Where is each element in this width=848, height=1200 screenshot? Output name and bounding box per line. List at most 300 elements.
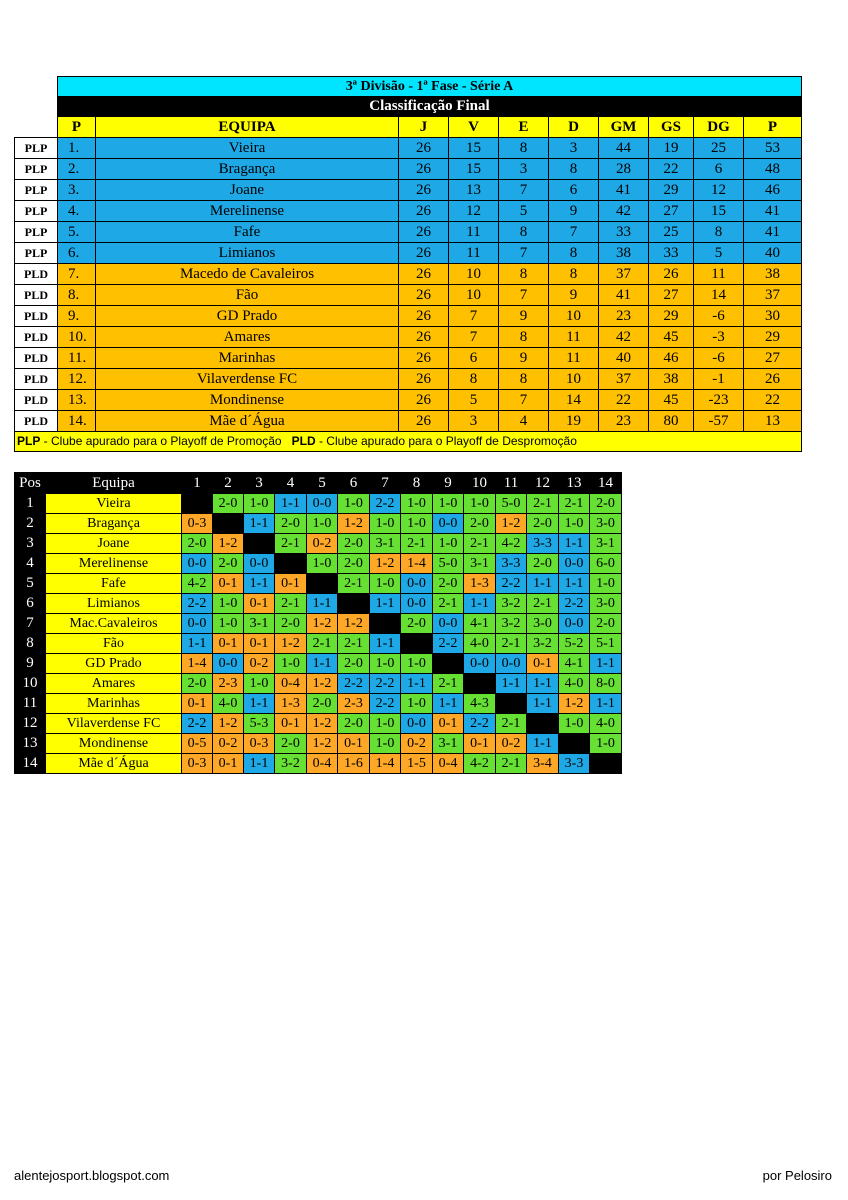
match-result: 3-0 <box>590 594 622 614</box>
standings-cell-gm: 22 <box>599 390 649 411</box>
standings-cell-d: 14 <box>549 390 599 411</box>
match-result: 1-2 <box>338 514 370 534</box>
standings-cell-j: 26 <box>399 159 449 180</box>
match-result: 0-0 <box>182 614 213 634</box>
match-result: 0-0 <box>401 594 433 614</box>
group-code: PLD <box>15 390 58 411</box>
matrix-row <box>15 694 622 714</box>
standings-cell-gm: 23 <box>599 411 649 432</box>
matrix-column-header: 14 <box>590 473 622 494</box>
match-result: 0-1 <box>213 754 244 774</box>
match-result: 2-2 <box>464 714 496 734</box>
match-result: 1-1 <box>182 634 213 654</box>
matrix-column-header: 3 <box>244 473 275 494</box>
standings-cell-d: 9 <box>549 285 599 306</box>
standings-cell-dg: 15 <box>694 201 744 222</box>
match-result: 2-1 <box>496 754 527 774</box>
standings-cell-gs: 45 <box>649 390 694 411</box>
matrix-row <box>15 634 622 654</box>
match-result: 3-3 <box>496 554 527 574</box>
standings-row <box>15 201 802 222</box>
match-result: 0-0 <box>307 494 338 514</box>
matrix-team: Vieira <box>46 494 182 514</box>
matrix-team: Marinhas <box>46 694 182 714</box>
match-result: 0-0 <box>213 654 244 674</box>
standings-cell-dg: -6 <box>694 348 744 369</box>
matrix-column-header: 11 <box>496 473 527 494</box>
match-result: 2-0 <box>307 694 338 714</box>
match-result: 8-0 <box>590 674 622 694</box>
match-result: 0-3 <box>244 734 275 754</box>
matrix-diagonal <box>559 734 590 754</box>
match-result: 2-0 <box>338 654 370 674</box>
matrix-diagonal <box>275 554 307 574</box>
match-result: 0-0 <box>433 614 464 634</box>
match-result: 4-0 <box>464 634 496 654</box>
matrix-team: Amares <box>46 674 182 694</box>
standings-cell-dg: -6 <box>694 306 744 327</box>
matrix-column-header: 4 <box>275 473 307 494</box>
match-result: 0-1 <box>244 594 275 614</box>
matrix-team: Mãe d´Água <box>46 754 182 774</box>
match-result: 2-0 <box>433 574 464 594</box>
matrix-team: Joane <box>46 534 182 554</box>
matrix-team: Merelinense <box>46 554 182 574</box>
standings-cell-d: 19 <box>549 411 599 432</box>
standings-cell-pos: 2. <box>58 159 96 180</box>
match-result: 1-0 <box>559 714 590 734</box>
standings-cell-gm: 42 <box>599 327 649 348</box>
match-result: 0-1 <box>275 714 307 734</box>
match-result: 0-0 <box>433 514 464 534</box>
standings-cell-e: 5 <box>499 201 549 222</box>
match-result: 5-3 <box>244 714 275 734</box>
matrix-diagonal <box>527 714 559 734</box>
standings-header-cell: GS <box>649 117 694 138</box>
group-code: PLD <box>15 369 58 390</box>
standings-cell-gm: 28 <box>599 159 649 180</box>
match-result: 1-1 <box>370 634 401 654</box>
standings-cell-gs: 45 <box>649 327 694 348</box>
match-result: 3-1 <box>370 534 401 554</box>
standings-cell-v: 8 <box>449 369 499 390</box>
standings-cell-team: GD Prado <box>96 306 399 327</box>
standings-cell-d: 10 <box>549 369 599 390</box>
matrix-diagonal <box>496 694 527 714</box>
standings-cell-team: Mondinense <box>96 390 399 411</box>
matrix-team: Limianos <box>46 594 182 614</box>
match-result: 0-2 <box>496 734 527 754</box>
match-result: 2-0 <box>275 614 307 634</box>
group-code: PLP <box>15 222 58 243</box>
match-result: 2-0 <box>527 514 559 534</box>
matrix-pos: 2 <box>15 514 46 534</box>
match-result: 2-1 <box>496 634 527 654</box>
standings-header-cell: DG <box>694 117 744 138</box>
standings-cell-e: 8 <box>499 264 549 285</box>
standings-cell-gm: 41 <box>599 180 649 201</box>
matrix-row <box>15 554 622 574</box>
match-result: 2-2 <box>370 694 401 714</box>
match-result: 1-1 <box>307 594 338 614</box>
standings-cell-d: 8 <box>549 159 599 180</box>
standings-cell-pos: 13. <box>58 390 96 411</box>
standings-cell-v: 13 <box>449 180 499 201</box>
matrix-row <box>15 594 622 614</box>
matrix-team: Bragança <box>46 514 182 534</box>
standings-cell-team: Joane <box>96 180 399 201</box>
group-code: PLP <box>15 201 58 222</box>
results-matrix <box>14 472 622 774</box>
standings-cell-d: 7 <box>549 222 599 243</box>
standings-table <box>14 76 802 452</box>
match-result: 3-2 <box>496 614 527 634</box>
match-result: 1-0 <box>244 674 275 694</box>
match-result: 1-4 <box>401 554 433 574</box>
standings-cell-pos: 12. <box>58 369 96 390</box>
standings-cell-d: 11 <box>549 327 599 348</box>
standings-cell-gs: 46 <box>649 348 694 369</box>
standings-cell-e: 7 <box>499 180 549 201</box>
group-code: PLP <box>15 138 58 159</box>
standings-row <box>15 411 802 432</box>
match-result: 2-0 <box>401 614 433 634</box>
standings-cell-dg: -57 <box>694 411 744 432</box>
standings-cell-team: Amares <box>96 327 399 348</box>
standings-cell-v: 6 <box>449 348 499 369</box>
matrix-row <box>15 534 622 554</box>
match-result: 0-1 <box>182 694 213 714</box>
match-result: 1-0 <box>401 654 433 674</box>
matrix-pos: 11 <box>15 694 46 714</box>
standings-cell-pos: 4. <box>58 201 96 222</box>
standings-cell-j: 26 <box>399 285 449 306</box>
matrix-column-header: 5 <box>307 473 338 494</box>
match-result: 2-1 <box>559 494 590 514</box>
standings-cell-gm: 37 <box>599 369 649 390</box>
standings-cell-e: 8 <box>499 327 549 348</box>
standings-cell-v: 3 <box>449 411 499 432</box>
standings-cell-p: 38 <box>744 264 802 285</box>
match-result: 3-0 <box>527 614 559 634</box>
match-result: 2-1 <box>496 714 527 734</box>
standings-row <box>15 369 802 390</box>
matrix-diagonal <box>244 534 275 554</box>
standings-cell-gs: 27 <box>649 201 694 222</box>
match-result: 0-0 <box>182 554 213 574</box>
standings-cell-p: 22 <box>744 390 802 411</box>
match-result: 3-0 <box>590 514 622 534</box>
standings-cell-team: Merelinense <box>96 201 399 222</box>
match-result: 0-1 <box>275 574 307 594</box>
match-result: 1-0 <box>370 514 401 534</box>
standings-cell-e: 7 <box>499 390 549 411</box>
matrix-team: Vilaverdense FC <box>46 714 182 734</box>
matrix-team: Mac.Cavaleiros <box>46 614 182 634</box>
match-result: 5-0 <box>496 494 527 514</box>
standings-cell-pos: 9. <box>58 306 96 327</box>
standings-cell-j: 26 <box>399 390 449 411</box>
match-result: 1-1 <box>496 674 527 694</box>
match-result: 1-1 <box>464 594 496 614</box>
standings-cell-v: 11 <box>449 222 499 243</box>
match-result: 1-1 <box>244 694 275 714</box>
match-result: 2-0 <box>213 494 244 514</box>
match-result: 2-2 <box>370 494 401 514</box>
match-result: 1-2 <box>307 674 338 694</box>
match-result: 0-2 <box>307 534 338 554</box>
standings-cell-dg: -23 <box>694 390 744 411</box>
standings-cell-gs: 38 <box>649 369 694 390</box>
match-result: 0-1 <box>338 734 370 754</box>
standings-cell-team: Bragança <box>96 159 399 180</box>
match-result: 2-0 <box>275 734 307 754</box>
standings-cell-pos: 6. <box>58 243 96 264</box>
match-result: 1-1 <box>433 694 464 714</box>
match-result: 2-3 <box>338 694 370 714</box>
standings-cell-e: 7 <box>499 285 549 306</box>
matrix-row <box>15 734 622 754</box>
standings-cell-dg: 6 <box>694 159 744 180</box>
standings-cell-gs: 22 <box>649 159 694 180</box>
match-result: 3-4 <box>527 754 559 774</box>
standings-legend <box>15 432 802 452</box>
match-result: 0-0 <box>401 574 433 594</box>
standings-cell-p: 53 <box>744 138 802 159</box>
match-result: 0-0 <box>496 654 527 674</box>
standings-cell-e: 8 <box>499 369 549 390</box>
standings-cell-j: 26 <box>399 201 449 222</box>
standings-cell-e: 7 <box>499 243 549 264</box>
standings-cell-p: 48 <box>744 159 802 180</box>
matrix-row <box>15 654 622 674</box>
match-result: 2-2 <box>182 594 213 614</box>
match-result: 5-1 <box>590 634 622 654</box>
standings-cell-j: 26 <box>399 327 449 348</box>
matrix-pos: 4 <box>15 554 46 574</box>
match-result: 2-1 <box>307 634 338 654</box>
match-result: 1-4 <box>370 754 401 774</box>
standings-cell-e: 4 <box>499 411 549 432</box>
match-result: 2-0 <box>275 514 307 534</box>
match-result: 2-1 <box>464 534 496 554</box>
match-result: 3-2 <box>496 594 527 614</box>
match-result: 0-1 <box>527 654 559 674</box>
standings-header-cell: V <box>449 117 499 138</box>
group-code: PLD <box>15 411 58 432</box>
matrix-row <box>15 674 622 694</box>
match-result: 1-0 <box>401 494 433 514</box>
match-result: 1-2 <box>370 554 401 574</box>
match-result: 1-0 <box>370 734 401 754</box>
match-result: 0-5 <box>182 734 213 754</box>
match-result: 0-2 <box>401 734 433 754</box>
match-result: 2-1 <box>527 594 559 614</box>
match-result: 1-1 <box>307 654 338 674</box>
match-result: 2-1 <box>275 594 307 614</box>
matrix-diagonal <box>433 654 464 674</box>
matrix-team: Fão <box>46 634 182 654</box>
standings-header-cell: P <box>58 117 96 138</box>
match-result: 0-0 <box>244 554 275 574</box>
match-result: 2-0 <box>338 714 370 734</box>
match-result: 0-4 <box>433 754 464 774</box>
standings-cell-gm: 44 <box>599 138 649 159</box>
matrix-row <box>15 514 622 534</box>
standings-cell-gm: 23 <box>599 306 649 327</box>
match-result: 4-0 <box>213 694 244 714</box>
match-result: 1-1 <box>244 754 275 774</box>
standings-cell-pos: 14. <box>58 411 96 432</box>
matrix-column-header: 10 <box>464 473 496 494</box>
standings-cell-v: 15 <box>449 159 499 180</box>
standings-row <box>15 327 802 348</box>
standings-cell-pos: 3. <box>58 180 96 201</box>
standings-row <box>15 285 802 306</box>
standings-cell-gm: 41 <box>599 285 649 306</box>
standings-cell-gs: 25 <box>649 222 694 243</box>
match-result: 1-0 <box>370 714 401 734</box>
legend-pld-text: - Clube apurado para o Playoff de Despromoção <box>315 434 577 448</box>
standings-cell-pos: 1. <box>58 138 96 159</box>
match-result: 2-1 <box>338 574 370 594</box>
match-result: 1-1 <box>370 594 401 614</box>
match-result: 2-1 <box>401 534 433 554</box>
match-result: 1-0 <box>433 534 464 554</box>
matrix-pos: 6 <box>15 594 46 614</box>
standings-cell-team: Vilaverdense FC <box>96 369 399 390</box>
standings-row <box>15 138 802 159</box>
match-result: 2-0 <box>590 494 622 514</box>
standings-cell-team: Marinhas <box>96 348 399 369</box>
standings-cell-j: 26 <box>399 222 449 243</box>
standings-cell-j: 26 <box>399 411 449 432</box>
match-result: 0-3 <box>182 514 213 534</box>
standings-cell-gm: 42 <box>599 201 649 222</box>
match-result: 1-2 <box>307 734 338 754</box>
match-result: 0-4 <box>275 674 307 694</box>
matrix-diagonal <box>401 634 433 654</box>
match-result: 0-3 <box>182 754 213 774</box>
standings-cell-p: 13 <box>744 411 802 432</box>
match-result: 4-3 <box>464 694 496 714</box>
matrix-diagonal <box>590 754 622 774</box>
match-result: 3-2 <box>275 754 307 774</box>
match-result: 0-1 <box>464 734 496 754</box>
match-result: 1-0 <box>590 574 622 594</box>
standings-cell-team: Fão <box>96 285 399 306</box>
match-result: 2-2 <box>496 574 527 594</box>
standings-cell-v: 5 <box>449 390 499 411</box>
match-result: 2-0 <box>527 554 559 574</box>
match-result: 1-0 <box>275 654 307 674</box>
match-result: 4-0 <box>590 714 622 734</box>
matrix-column-header: 13 <box>559 473 590 494</box>
standings-cell-j: 26 <box>399 348 449 369</box>
standings-cell-p: 41 <box>744 222 802 243</box>
standings-cell-v: 11 <box>449 243 499 264</box>
matrix-pos-header: Pos <box>15 473 46 494</box>
group-code: PLP <box>15 180 58 201</box>
footer-site-url: alentejosport.blogspot.com <box>14 1168 170 1183</box>
standings-row <box>15 180 802 201</box>
standings-cell-j: 26 <box>399 306 449 327</box>
standings-subtitle: Classificação Final <box>58 97 802 117</box>
matrix-pos: 3 <box>15 534 46 554</box>
match-result: 1-1 <box>590 694 622 714</box>
standings-cell-j: 26 <box>399 138 449 159</box>
standings-cell-dg: 8 <box>694 222 744 243</box>
match-result: 0-1 <box>213 574 244 594</box>
standings-cell-v: 10 <box>449 285 499 306</box>
standings-cell-team: Mãe d´Água <box>96 411 399 432</box>
match-result: 1-3 <box>275 694 307 714</box>
match-result: 3-2 <box>527 634 559 654</box>
standings-cell-j: 26 <box>399 243 449 264</box>
match-result: 0-0 <box>401 714 433 734</box>
matrix-pos: 12 <box>15 714 46 734</box>
match-result: 0-0 <box>559 614 590 634</box>
match-result: 6-0 <box>590 554 622 574</box>
match-result: 2-0 <box>338 534 370 554</box>
match-result: 1-6 <box>338 754 370 774</box>
standings-cell-v: 12 <box>449 201 499 222</box>
standings-header-cell: J <box>399 117 449 138</box>
match-result: 0-2 <box>244 654 275 674</box>
matrix-row <box>15 714 622 734</box>
match-result: 3-3 <box>559 754 590 774</box>
legend-plp-code: PLP <box>17 434 41 448</box>
standings-cell-p: 41 <box>744 201 802 222</box>
match-result: 1-0 <box>433 494 464 514</box>
match-result: 2-0 <box>182 534 213 554</box>
match-result: 2-3 <box>213 674 244 694</box>
standings-cell-dg: 25 <box>694 138 744 159</box>
match-result: 2-0 <box>464 514 496 534</box>
standings-cell-dg: 11 <box>694 264 744 285</box>
match-result: 1-0 <box>464 494 496 514</box>
matrix-column-header: 12 <box>527 473 559 494</box>
standings-cell-d: 8 <box>549 264 599 285</box>
standings-row <box>15 264 802 285</box>
match-result: 1-0 <box>244 494 275 514</box>
standings-row <box>15 159 802 180</box>
matrix-column-header: 8 <box>401 473 433 494</box>
match-result: 1-0 <box>370 574 401 594</box>
standings-cell-dg: -3 <box>694 327 744 348</box>
standings-row <box>15 243 802 264</box>
standings-cell-dg: 14 <box>694 285 744 306</box>
standings-cell-e: 9 <box>499 306 549 327</box>
group-code: PLP <box>15 159 58 180</box>
match-result: 2-2 <box>338 674 370 694</box>
standings-cell-p: 29 <box>744 327 802 348</box>
match-result: 0-2 <box>213 734 244 754</box>
match-result: 5-2 <box>559 634 590 654</box>
match-result: 2-1 <box>433 594 464 614</box>
match-result: 3-1 <box>464 554 496 574</box>
match-result: 1-2 <box>338 614 370 634</box>
match-result: 1-2 <box>307 614 338 634</box>
group-code: PLD <box>15 348 58 369</box>
match-result: 1-2 <box>559 694 590 714</box>
match-result: 1-1 <box>244 574 275 594</box>
standings-cell-gs: 33 <box>649 243 694 264</box>
matrix-pos: 14 <box>15 754 46 774</box>
matrix-column-header: 9 <box>433 473 464 494</box>
matrix-column-header: 6 <box>338 473 370 494</box>
match-result: 4-2 <box>182 574 213 594</box>
